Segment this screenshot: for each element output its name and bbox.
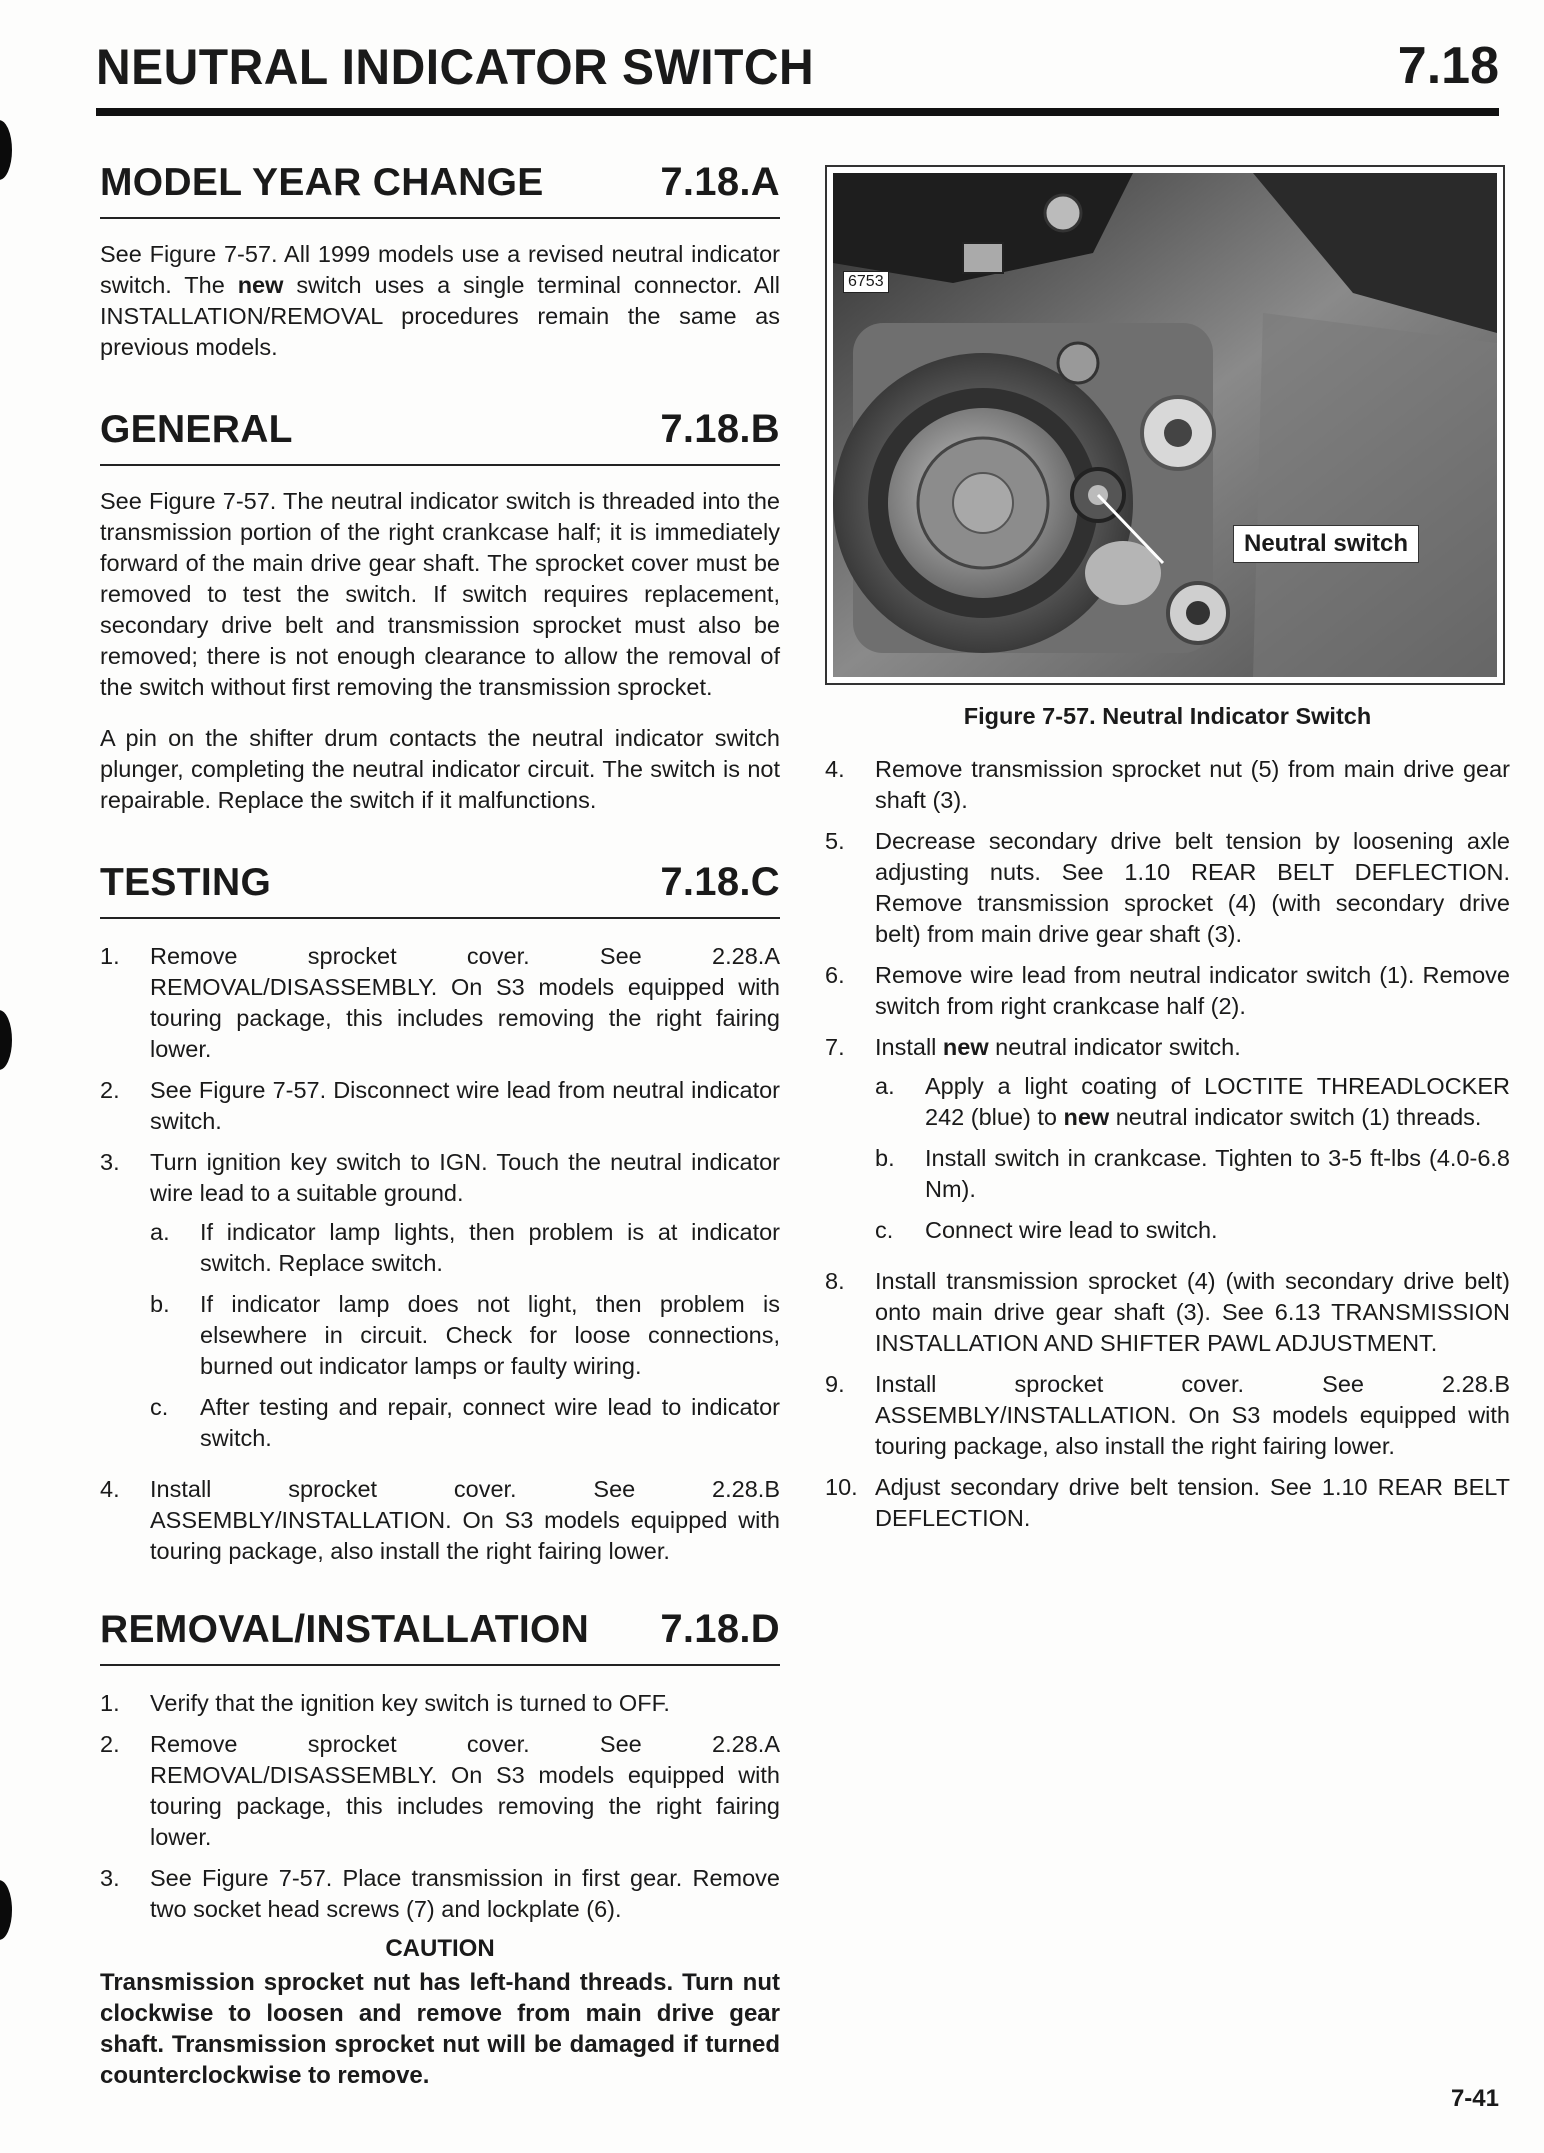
substep-letter: a.	[875, 1073, 895, 1099]
section-heading-general	[100, 407, 780, 466]
step-text: Remove sprocket cover. See 2.28.A REMOVAL/DISASSEMBLY. On S3 models equipped with touring package, this includes removing the right fairing lower.	[150, 943, 780, 1062]
step-number: 3.	[100, 1149, 120, 1175]
list-item	[100, 1075, 780, 1137]
step-number: 1.	[100, 1690, 120, 1716]
step-text: Remove transmission sprocket nut (5) from main drive gear shaft (3).	[875, 756, 1510, 813]
text: neutral indicator switch.	[988, 1034, 1241, 1060]
removal-steps	[100, 1688, 780, 1925]
binder-hole	[0, 1010, 12, 1070]
list-item	[100, 1729, 780, 1853]
page-title: NEUTRAL INDICATOR SWITCH	[96, 39, 815, 95]
figure-callout-label: Neutral switch	[1233, 525, 1419, 563]
section-title: MODEL YEAR CHANGE	[100, 161, 544, 204]
text: See Figure 7-57. All 1999 models use a revised neutral indicator switch. The	[100, 241, 780, 298]
list-item	[150, 1289, 780, 1382]
list-item	[150, 1217, 780, 1279]
emphasis: new	[1063, 1104, 1110, 1130]
substep-text: If indicator lamp does not light, then problem is elsewhere in circuit. Check for loose connections, burned out indicator lamps or faulty wiring.	[200, 1291, 780, 1379]
step-number: 8.	[825, 1268, 845, 1294]
page-number: 7-41	[1450, 2085, 1499, 2112]
step-text: See Figure 7-57. Place transmission in first gear. Remove two socket head screws (7) and lockplate (6).	[150, 1865, 780, 1922]
step-number: 2.	[100, 1077, 120, 1103]
figure-frame	[825, 165, 1505, 685]
text: Install	[875, 1034, 943, 1060]
install-substeps	[875, 1071, 1510, 1256]
step-number: 4.	[825, 756, 845, 782]
binder-hole	[0, 120, 12, 180]
step-text: Install sprocket cover. See 2.28.B ASSEMBLY/INSTALLATION. On S3 models equipped with touring package, also install the right fairing lower.	[875, 1371, 1510, 1459]
substep-text: Install switch in crankcase. Tighten to 3-5 ft-lbs (4.0-6.8 Nm).	[925, 1145, 1510, 1202]
removal-steps-continued	[825, 754, 1510, 1534]
step-text: Turn ignition key switch to IGN. Touch the neutral indicator wire lead to a suitable ground.	[150, 1149, 780, 1206]
list-item	[875, 1071, 1510, 1133]
step-text: Decrease secondary drive belt tension by loosening axle adjusting nuts. See 1.10 REAR BELT DEFLECTION. Remove transmission sprocket (4) (with secondary drive belt) from main drive gear shaft (3).	[875, 828, 1510, 947]
list-item	[825, 1032, 1510, 1256]
list-item	[100, 1147, 780, 1464]
list-item	[825, 826, 1510, 950]
section-title: REMOVAL/INSTALLATION	[100, 1608, 590, 1651]
general-paragraph-1: See Figure 7-57. The neutral indicator switch is threaded into the transmission portion of the right crankcase half; it is immediately forward of the main drive gear shaft. The sprocket cover must be removed to test the switch. If switch requires replacement, secondary drive belt and transmission sprocket must also be removed; there is not enough clearance to allow the removal of the switch without first removing the transmission sprocket.	[100, 488, 780, 700]
step-text: Install sprocket cover. See 2.28.B ASSEMBLY/INSTALLATION. On S3 models equipped with touring package, also install the right fairing lower.	[150, 1476, 780, 1564]
general-paragraph-2: A pin on the shifter drum contacts the neutral indicator switch plunger, completing the neutral indicator circuit. The switch is not repairable. Replace the switch if it malfunctions.	[100, 725, 780, 813]
section-heading-model-year	[100, 160, 780, 219]
step-text	[875, 1032, 1510, 1063]
section-title: TESTING	[100, 861, 272, 904]
list-item	[825, 1266, 1510, 1359]
step-number: 4.	[100, 1476, 120, 1502]
step-number: 2.	[100, 1731, 120, 1757]
substep-letter: a.	[150, 1219, 170, 1245]
text: neutral indicator switch (1) threads.	[1109, 1104, 1482, 1130]
substep-text: Connect wire lead to switch.	[925, 1217, 1218, 1243]
caution-heading: CAUTION	[385, 1935, 495, 1962]
step-number: 7.	[825, 1034, 845, 1060]
list-item	[825, 1369, 1510, 1462]
caution-text: Transmission sprocket nut has left-hand threads. Turn nut clockwise to loosen and remove from main drive gear shaft. Transmission sprocket nut will be damaged if turned counterclockwise to remove.	[100, 1969, 780, 2089]
step-text: Install transmission sprocket (4) (with secondary drive belt) onto main drive gear shaft (3). See 6.13 TRANSMISSION INSTALLATION AND SHIFTER PAWL ADJUSTMENT.	[875, 1268, 1510, 1356]
section-number: 7.18.B	[660, 407, 780, 451]
testing-substeps	[150, 1217, 780, 1464]
list-item	[825, 960, 1510, 1022]
section-heading-removal	[100, 1607, 780, 1666]
section-number: 7.18.D	[660, 1607, 780, 1651]
binder-hole	[0, 1880, 12, 1940]
section-number: 7.18.C	[660, 860, 780, 904]
step-number: 3.	[100, 1865, 120, 1891]
substep-text: If indicator lamp lights, then problem is at indicator switch. Replace switch.	[200, 1219, 780, 1276]
step-number: 5.	[825, 828, 845, 854]
substep-letter: c.	[875, 1217, 894, 1243]
step-text: Remove wire lead from neutral indicator switch (1). Remove switch from right crankcase half (2).	[875, 962, 1510, 1019]
step-text: Remove sprocket cover. See 2.28.A REMOVAL/DISASSEMBLY. On S3 models equipped with touring package, this includes removing the right fairing lower.	[150, 1731, 780, 1850]
list-item	[100, 1474, 780, 1567]
list-item	[875, 1143, 1510, 1205]
step-number: 6.	[825, 962, 845, 988]
list-item	[825, 1472, 1510, 1534]
list-item	[150, 1392, 780, 1454]
figure-caption: Figure 7-57. Neutral Indicator Switch	[963, 703, 1372, 729]
emphasis: new	[942, 1034, 989, 1060]
emphasis: new	[237, 272, 284, 298]
section-title: GENERAL	[100, 408, 293, 451]
list-item	[100, 1863, 780, 1925]
text: switch uses a single terminal connector. All INSTALLATION/REMOVAL procedures remain the same as previous models.	[100, 272, 780, 360]
figure-id-label: 6753	[843, 271, 889, 293]
substep-letter: b.	[875, 1145, 895, 1171]
list-item	[825, 754, 1510, 816]
substep-text	[925, 1071, 1510, 1133]
section-heading-testing	[100, 860, 780, 919]
step-number: 9.	[825, 1371, 845, 1397]
list-item	[875, 1215, 1510, 1246]
model-year-paragraph	[100, 239, 780, 363]
section-number: 7.18.A	[660, 160, 780, 204]
list-item	[100, 941, 780, 1065]
testing-steps	[100, 941, 780, 1567]
left-column	[100, 160, 780, 2091]
list-item	[100, 1688, 780, 1719]
right-column	[825, 165, 1510, 1544]
text: Apply a light coating of LOCTITE THREADLOCKER 242 (blue) to	[925, 1073, 1510, 1130]
substep-text: After testing and repair, connect wire lead to indicator switch.	[200, 1394, 780, 1451]
step-number: 1.	[100, 943, 120, 969]
crankcase-photo-illustration	[833, 173, 1497, 677]
step-text: Verify that the ignition key switch is turned to OFF.	[150, 1690, 670, 1716]
header-rule	[96, 108, 1499, 116]
step-number: 10.	[825, 1474, 858, 1500]
step-text: Adjust secondary drive belt tension. See 1.10 REAR BELT DEFLECTION.	[875, 1474, 1510, 1531]
section-number: 7.18	[1397, 37, 1499, 95]
step-text: See Figure 7-57. Disconnect wire lead from neutral indicator switch.	[150, 1077, 780, 1134]
substep-letter: b.	[150, 1291, 170, 1317]
substep-letter: c.	[150, 1394, 169, 1420]
figure-photo	[833, 173, 1497, 677]
